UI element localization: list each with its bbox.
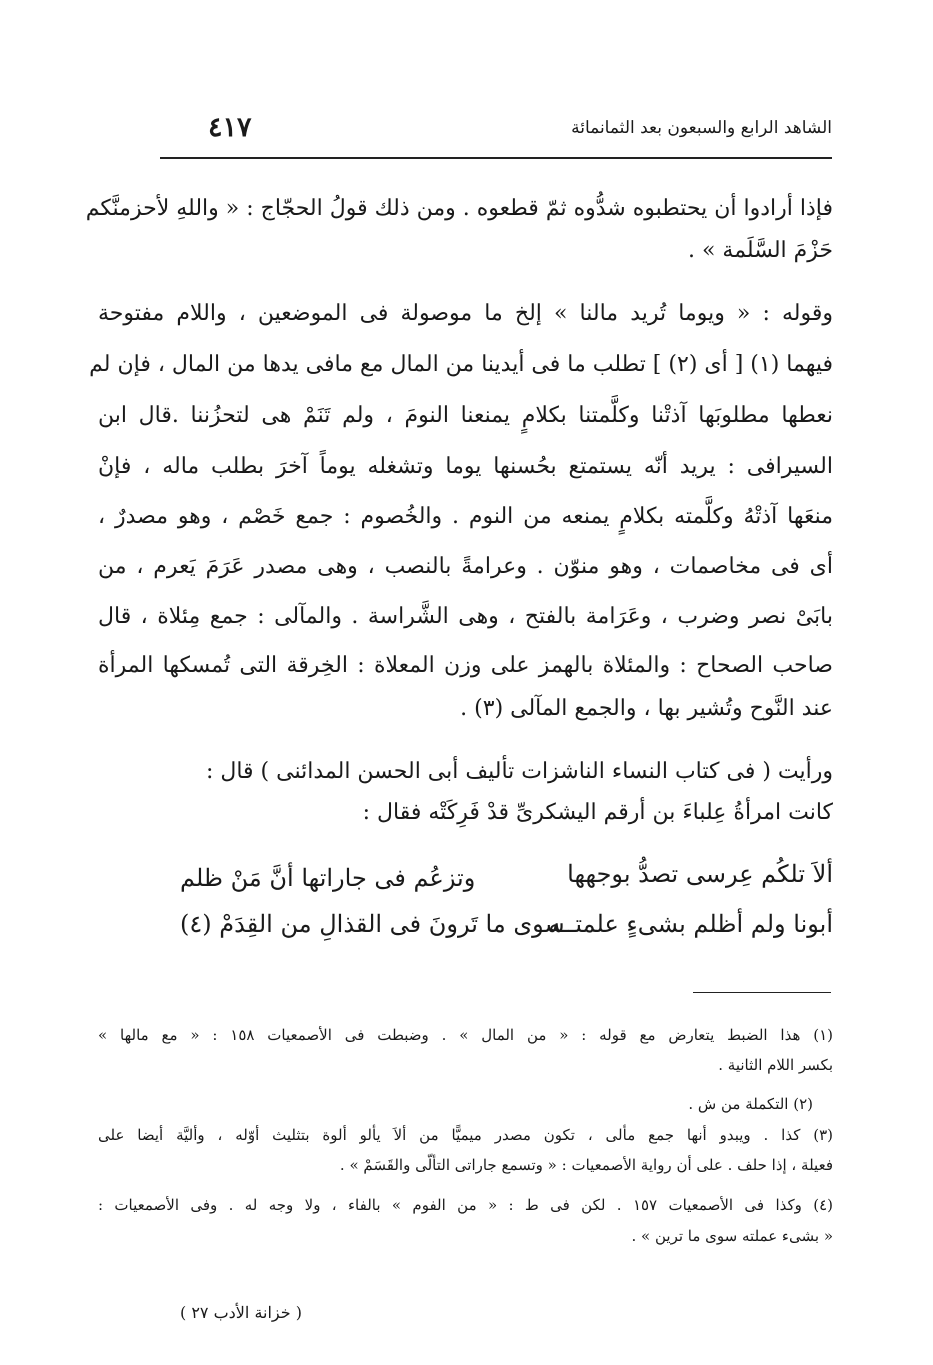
body-line: وقوله : « ويوما تُريد مالنا » إلخ ما موصولة فى الموضعين ، واللام مفتوحة	[98, 301, 833, 326]
body-line: عند النَّوح وتُشير بها ، والجمع المآلى (٣) .	[460, 696, 833, 721]
verse-hemistich-first: أبونا ولم أظلم بشىءٍ علمتــه	[548, 910, 833, 938]
body-line: أى فى مخاصمات ، وهو منوّن . وعرامةً بالنصب ، وهى مصدر عَرَمَ يَعرم ، من	[98, 554, 833, 579]
footnote-line: (٣) كذا . ويبدو أنها جمع مألى ، تكون مصدر ميميًّا من ألاَ يألو ألوة بتثليث أوّله ، وأليَّة أيضا على	[98, 1126, 833, 1144]
header-rule	[160, 157, 832, 159]
verse-hemistich-second: وتزعُم فى جاراتها أنَّ مَنْ ظلم	[180, 864, 476, 892]
footnote-line: فعيلة ، إذا حلف . على أن رواية الأصمعيات : « وتسمع جاراتى التألّى والقَسَمْ » .	[339, 1156, 833, 1174]
body-line: حَزْمَ السَّلَمة » .	[687, 238, 833, 263]
footnote-line: (٤) وكذا فى الأصمعيات ١٥٧ . لكن فى ط : « من الفوم » بالفاء ، ولا وجه له . وفى الأصمعيات :	[98, 1196, 834, 1214]
body-line: نعطها مطلوبَها آذتْنا وكلَّمتنا بكلامٍ يمنعنا النومَ ، ولم تَنَمْ هى لتحزُننا .قال ابن	[98, 403, 833, 428]
footnote-line: (١) هذا الضبط يتعارض مع قوله : « من المال » . وضبطت فى الأصمعيات ١٥٨ : « مع مالها »	[98, 1026, 833, 1044]
body-line: صاحب الصحاح : والمئلاة بالهمز على وزن المعلاة : الخِرقة التى تُمسكها المرأة	[98, 653, 833, 678]
footnote-line: « بشىء عملته سوى ما ترين » .	[631, 1227, 833, 1245]
footnote-line: بكسر اللام الثانية .	[718, 1056, 833, 1074]
body-line: فيهما (١) [ أى (٢) ] تطلب ما فى أيدينا من المال مع مافى يدها من المال ، فإن لم	[89, 352, 833, 377]
body-line: بابَىْ نصر وضرب ، وعَرَامة بالفتح ، وهى الشَّراسة . والمآلى : جمع مِئلاة ، قال	[98, 604, 833, 629]
body-line: فإذا أرادوا أن يحتطبوه شدُّوه ثمّ قطعوه . ومن ذلك قولُ الحجّاج : « واللهِ لأحزمنَّكم	[85, 196, 833, 221]
page-number: ٤١٧	[208, 112, 252, 143]
running-title: الشاهد الرابع والسبعون بعد الثمانمائة	[571, 118, 832, 138]
verse-hemistich-second: سوى ما تَرونَ فى القذالِ من القِدَمْ (٤)	[180, 910, 565, 938]
footnote-rule	[693, 992, 831, 993]
footnote-line: (٢) التكملة من ش .	[688, 1095, 813, 1113]
body-line: السيرافى : يريد أنّه يستمتع بحُسنها يوما وتشغله يوماً آخرَ بطلب ماله ، فإنْ	[98, 454, 833, 479]
verse-hemistich-first: ألاَ تلكُم عِرسى تصدُّ بوجهها	[567, 860, 833, 888]
running-head	[160, 112, 832, 152]
body-line: كانت امرأةُ عِلباءَ بن أرقم اليشكرىِّ قدْ فَرِكَتْه فقال :	[362, 800, 833, 825]
signature-mark: ( خزانة الأدب ٢٧ )	[180, 1303, 302, 1322]
body-line: ورأيت ( فى كتاب النساء الناشزات تأليف أبى الحسن المدائنى ) قال :	[205, 759, 833, 784]
body-line: منعَها آذتْهُ وكلَّمته بكلامٍ يمنعه من النوم . والخُصوم : جمع خَصْم ، وهو مصدرٌ ،	[98, 504, 833, 529]
